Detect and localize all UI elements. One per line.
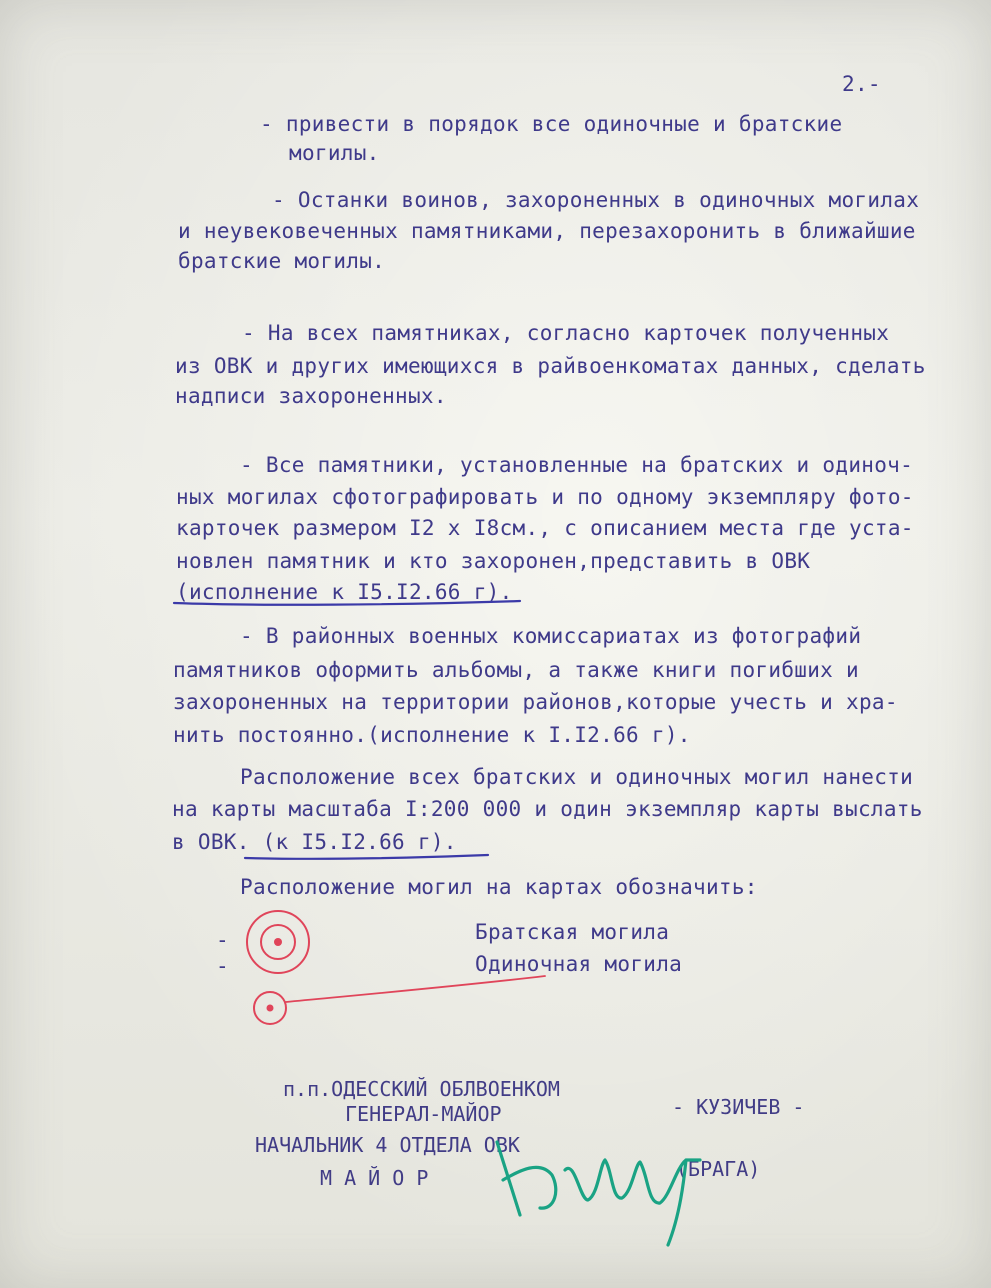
text-line: - Все памятники, установленные на братских и одиноч-: [240, 453, 914, 477]
legend-dash: -: [216, 954, 229, 978]
text-line: - В районных военных комиссариатах из фотографий: [240, 624, 862, 648]
text-line: братские могилы.: [178, 249, 386, 273]
text-line: захороненных на территории районов,которые учесть и хра-: [173, 690, 898, 714]
text-line: надписи захороненных.: [175, 384, 447, 408]
text-line: могилы.: [289, 141, 380, 165]
text-line: карточек размером I2 х I8см., с описанием места где уста-: [176, 516, 914, 540]
page-number: 2.-: [842, 72, 881, 96]
text-line: - привести в порядок все одиночные и братские: [260, 112, 843, 136]
text-line: Расположение всех братских и одиночных могил нанести: [240, 765, 914, 789]
legend-dash: -: [216, 928, 229, 952]
single-grave-symbol: [254, 976, 545, 1024]
text-line: новлен памятник и кто захоронен,представить в ОВК: [176, 549, 811, 573]
underline-mark: [245, 855, 488, 859]
text-line: на карты масштаба I:200 000 и один экземпляр карты выслать: [172, 797, 923, 821]
text-line: - Останки воинов, захороненных в одиночных могилах: [272, 188, 920, 212]
text-line: - На всех памятниках, согласно карточек полученных: [242, 321, 890, 345]
text-line: ных могилах сфотографировать и по одному экземпляру фото-: [176, 485, 914, 509]
handwritten-signature: [497, 1142, 700, 1245]
mass-grave-symbol: [247, 911, 309, 973]
signature-line: п.п.ОДЕССКИЙ ОБЛВОЕНКОМ: [283, 1077, 560, 1101]
text-line: из ОВК и других имеющихся в райвоенкоматах данных, сделать: [175, 354, 926, 378]
text-line: в ОВК. (к I5.I2.66 г).: [172, 830, 457, 854]
text-line: Расположение могил на картах обозначить:: [240, 875, 758, 899]
signature-line: ГЕНЕРАЛ-МАЙОР: [345, 1102, 502, 1126]
signature-line: НАЧАЛЬНИК 4 ОТДЕЛА ОВК: [255, 1133, 520, 1157]
underline-mark: [174, 601, 520, 605]
signatory-name: (БРАГА): [676, 1157, 761, 1181]
signatory-name: - КУЗИЧЕВ -: [672, 1095, 805, 1119]
legend-label-mass-grave: Братская могила: [475, 920, 670, 944]
text-line: памятников оформить альбомы, а также книги погибших и: [173, 658, 859, 682]
signature-line: М А Й О Р: [320, 1166, 429, 1190]
text-line: нить постоянно.(исполнение к I.I2.66 г).: [173, 723, 691, 747]
text-line: (исполнение к I5.I2.66 г).: [176, 580, 513, 604]
legend-label-single-grave: Одиночная могила: [475, 952, 683, 976]
text-line: и неувековеченных памятниками, перезахоронить в ближайшие: [178, 219, 916, 243]
